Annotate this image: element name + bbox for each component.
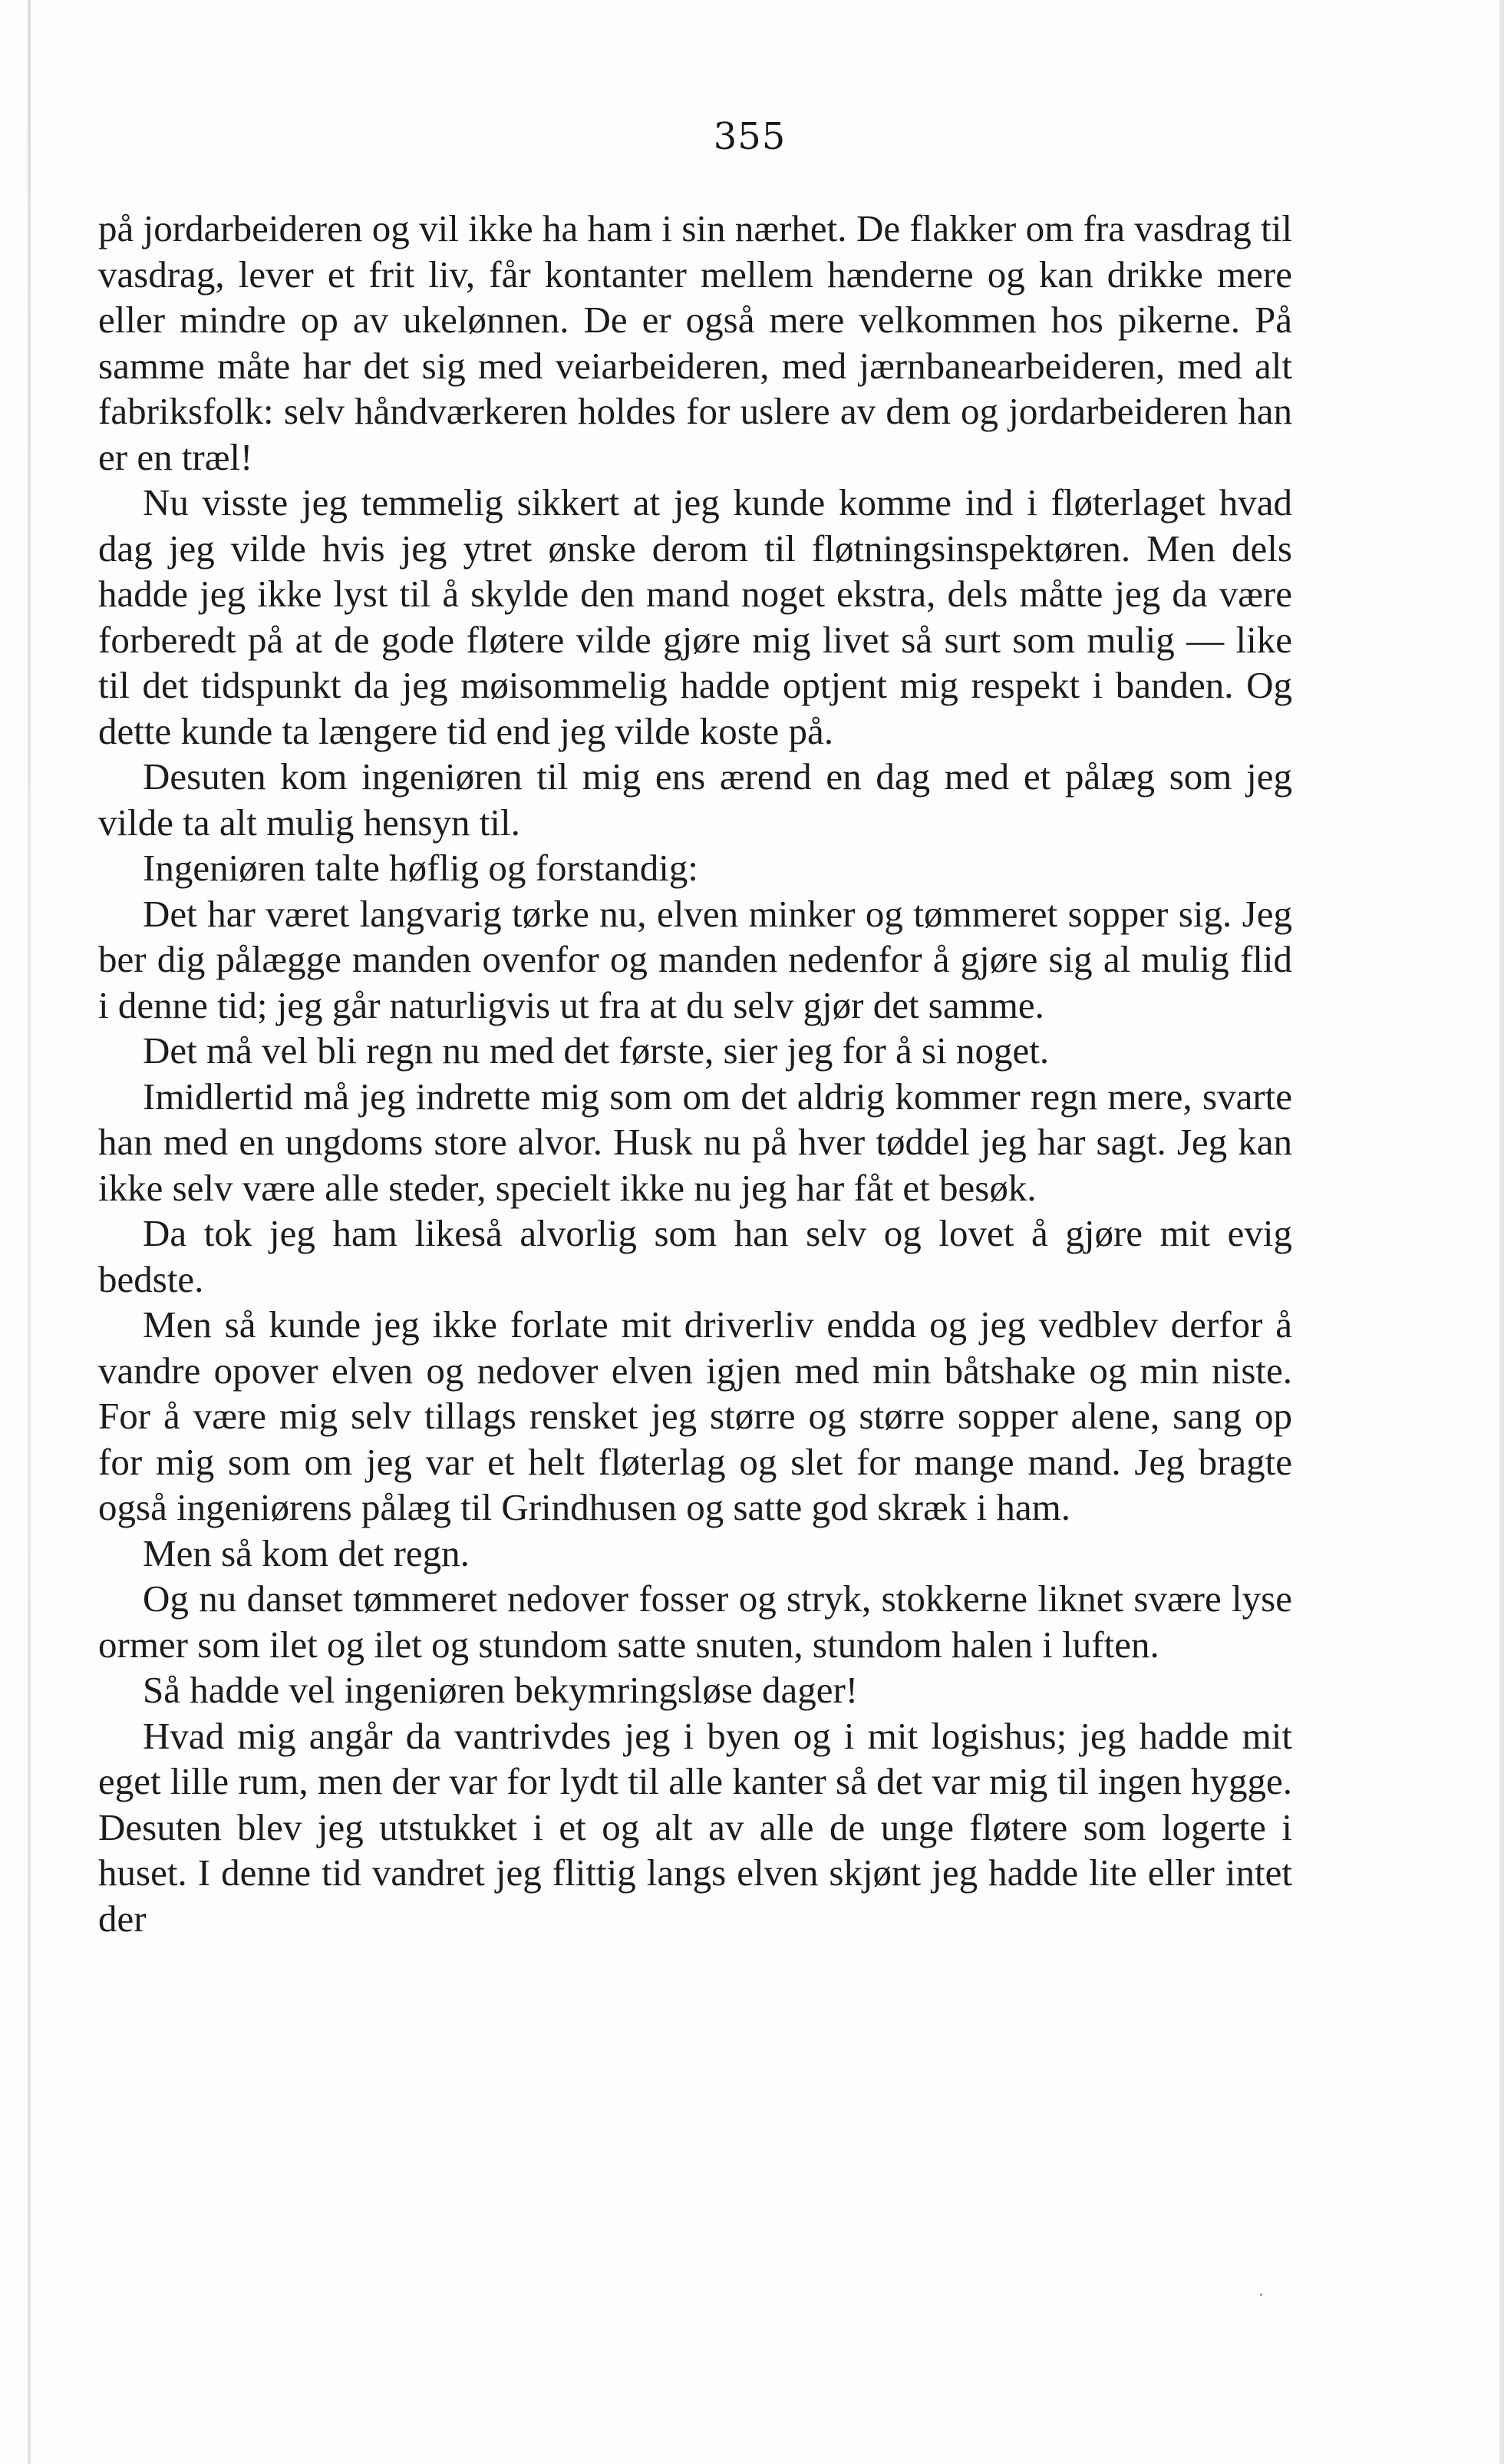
paragraph: Ingeniøren talte høflig og forstandig: — [143, 847, 698, 889]
page-edge-shadow — [28, 0, 31, 2464]
paragraph: Og nu danset tømmeret nedover fosser og stryk, stokkerne liknet svære lyse ormer som ilet og ilet og stundom satte snuten, stundom halen i luften. — [98, 1577, 1292, 1666]
paragraph: Men så kom det regn. — [143, 1531, 470, 1574]
paragraph: Hvad mig angår da vantrivdes jeg i byen og i mit logishus; jeg hadde mit eget lille rum, men der var for lydt til alle kanter så det var mig til ingen hygge. Desuten blev jeg utstukket i et og alt av alle de unge fløtere som logerte i huset. I denne tid vandret jeg flittig langs elven skjønt jeg hadde lite eller intet der — [98, 1714, 1292, 1940]
page-number: 355 — [713, 115, 787, 158]
paragraph: på jordarbeideren og vil ikke ha ham i sin nærhet. De flakker om fra vasdrag til vasdrag, lever et frit liv, får kontanter mellem hænderne og kan drikke mere eller mindre op av ukelønnen. De er også mere velkommen hos pikerne. På samme måte har det sig med veiarbeideren, med jærnbanearbeideren, med alt fabriksfolk: selv håndværkeren holdes for uslere av dem og jordarbeideren han er en træl! — [98, 207, 1292, 478]
paragraph: Det har været langvarig tørke nu, elven minker og tømmeret sopper sig. Jeg ber dig pålægge manden ovenfor og manden nedenfor å gjøre sig al mulig flid i denne tid; jeg går naturligvis ut fra at du selv gjør det samme. — [98, 892, 1292, 1026]
paragraph: Desuten kom ingeniøren til mig ens ærend en dag med et pålæg som jeg vilde ta alt mulig hensyn til. — [98, 755, 1292, 844]
paragraph: Det må vel bli regn nu med det første, sier jeg for å si noget. — [143, 1029, 1050, 1072]
body-text — [98, 206, 1292, 1941]
paragraph: Så hadde vel ingeniøren bekymringsløse dager! — [143, 1669, 859, 1711]
paragraph: Men så kunde jeg ikke forlate mit driverliv endda og jeg vedblev derfor å vandre opover elven og nedover elven igjen med min båtshake og min niste. For å være mig selv tillags rensket jeg større og større sopper alene, sang op for mig som om jeg var et helt fløterlag og slet for mange mand. Jeg bragte også ingeniørens pålæg til Grindhusen og satte god skræk i ham. — [98, 1303, 1292, 1528]
paragraph: Nu visste jeg temmelig sikkert at jeg kunde komme ind i fløterlaget hvad dag jeg vilde hvis jeg ytret ønske derom til fløtningsinspektøren. Men dels hadde jeg ikke lyst til å skylde den mand noget ekstra, dels måtte jeg da være forberedt på at de gode fløtere vilde gjøre mig livet så surt som mulig — like til det tidspunkt da jeg møisommelig hadde optjent mig respekt i banden. Og dette kunde ta længere tid end jeg vilde koste på. — [98, 481, 1292, 752]
paper-speck — [1260, 2294, 1262, 2296]
paragraph: Da tok jeg ham likeså alvorlig som han selv og lovet å gjøre mit evig bedste. — [98, 1212, 1292, 1300]
paragraph: Imidlertid må jeg indrette mig som om det aldrig kommer regn mere, svarte han med en ungdoms store alvor. Husk nu på hver tøddel jeg har sagt. Jeg kan ikke selv være alle steder, specielt ikke nu jeg har fåt et besøk. — [98, 1075, 1292, 1209]
